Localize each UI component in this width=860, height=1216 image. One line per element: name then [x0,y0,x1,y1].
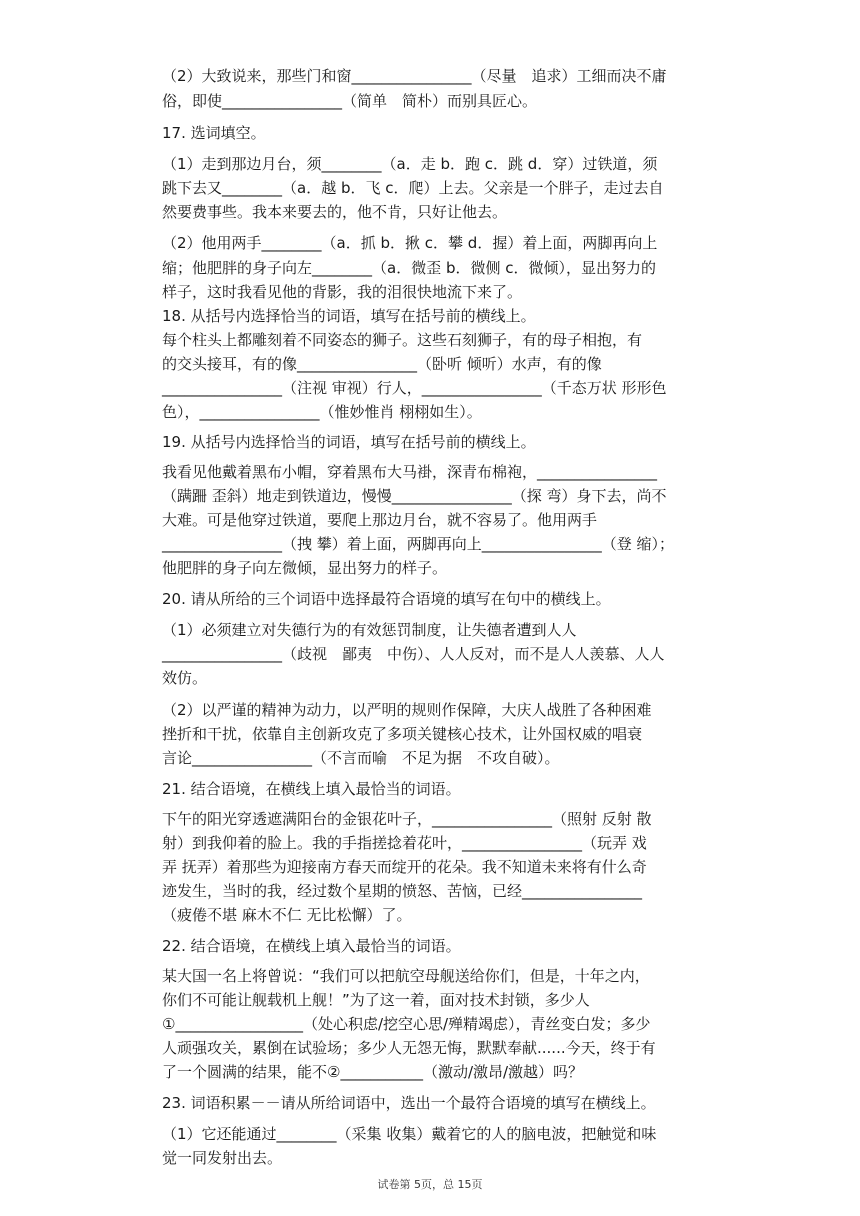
question-heading: 21. 结合语境，在横线上填入最恰当的词语。 [162,780,461,798]
question-heading: 19. 从括号内选择恰当的词语，填写在括号前的横线上。 [162,433,536,451]
text-line: （2）他用两手________（a．抓 b．揪 c．攀 d．握）着上面，两脚再向上 [162,234,658,252]
text-line: 你们不可能让舰载机上舰！”为了这一着，面对技术封锁，多少人 [162,991,590,1009]
text-line: 的交头接耳，有的像________________（卧听 倾听）水声，有的像 [162,355,602,373]
text-line: 弄 抚弄）着那些为迎接南方春天而绽开的花朵。我不知道未来将有什么奇 [162,858,647,876]
text-line: （蹒跚 歪斜）地走到铁道边，慢慢________________（探 弯）身下去，尚不 [162,487,667,505]
text-line: （2）以严谨的精神为动力，以严明的规则作保障，大庆人战胜了各种困难 [162,701,652,719]
text-line: ________________（注视 审视）行人，________________（千态万状 形形色 [162,379,667,397]
text-line: 迹发生，当时的我，经过数个星期的愤怒、苦恼，已经________________ [162,882,643,900]
text-line: （1）它还能通过________（采集 收集）戴着它的人的脑电波，把触觉和味 [162,1125,657,1143]
text-line: 色），________________（惟妙惟肖 栩栩如生）。 [162,403,482,421]
question-heading: 22. 结合语境，在横线上填入最恰当的词语。 [162,937,461,955]
text-line: （2）大致说来，那些门和窗________________（尽量 追求）工细而决不庸 [162,67,667,85]
text-line: 人顽强攻关，累倒在试验场；多少人无怨无悔，默默奉献......今天，终于有 [162,1039,656,1057]
text-line: 每个柱头上都雕刻着不同姿态的狮子。这些石刻狮子，有的母子相抱，有 [162,331,643,349]
text-line: ________________（拽 攀）着上面，两脚再向上________________（登 缩）； [162,535,675,553]
text-line: ________________（歧视 鄙夷 中伤）、人人反对，而不是人人羡慕、人人 [162,645,665,663]
text-line: 俗，即使________________（简单 简朴）而别具匠心。 [162,92,538,110]
text-line: 我看见他戴着黑布小帽，穿着黑布大马褂，深青布棉袍，________________ [162,463,658,481]
question-heading: 20. 请从所给的三个词语中选择最符合语境的填写在句中的横线上。 [162,590,611,608]
question-heading: 17. 选词填空。 [162,124,266,142]
page-footer: 试卷第 5页，总 15页 [377,1178,483,1191]
text-line: 缩；他肥胖的身子向左________（a．微歪 b．微侧 c．微倾），显出努力的 [162,259,656,277]
question-heading: 18. 从括号内选择恰当的词语，填写在括号前的横线上。 [162,307,536,325]
text-line: 然要费事些。我本来要去的，他不肯，只好让他去。 [162,203,508,221]
text-line: （1）走到那边月台，须________（a．走 b．跑 c．跳 d．穿）过铁道，须 [162,155,658,173]
text-line: 大难。可是他穿过铁道，要爬上那边月台，就不容易了。他用两手 [162,511,598,529]
text-line: 觉一同发射出去。 [162,1149,283,1167]
text-line: 样子，这时我看见他的背影，我的泪很快地流下来了。 [162,283,523,301]
text-line: 言论________________（不言而喻 不足为据 不攻自破）。 [162,749,560,767]
text-line: （疲倦不堪 麻木不仁 无比松懈）了。 [162,906,412,924]
text-line: 射）到我仰着的脸上。我的手指搓捻着花叶，________________（玩弄 戏 [162,834,647,852]
text-line: 下午的阳光穿透遮满阳台的金银花叶子，________________（照射 反射 散 [162,810,652,828]
text-line: （1）必须建立对失德行为的有效惩罚制度，让失德者遭到人人 [162,621,577,639]
text-line: 他肥胖的身子向左微倾，显出努力的样子。 [162,559,448,577]
text-line: 挫折和干扰，依靠自主创新攻克了多项关键核心技术，让外国权威的唱衰 [162,725,643,743]
text-line: 某大国一名上将曾说：“我们可以把航空母舰送给你们，但是，十年之内， [162,967,650,985]
text-line: 了一个圆满的结果，能不②___________（激动/激昂/激越）吗？ [162,1063,584,1081]
text-line: 跳下去又________（a．越 b．飞 c．爬）上去。父亲是一个胖子，走过去自 [162,179,664,197]
text-line: ①_________________（处心积虑/挖空心思/殚精竭虑），青丝变白发；多少 [162,1015,651,1033]
question-heading: 23. 词语积累－－请从所给词语中，选出一个最符合语境的填写在横线上。 [162,1094,656,1112]
text-line: 效仿。 [162,669,208,687]
